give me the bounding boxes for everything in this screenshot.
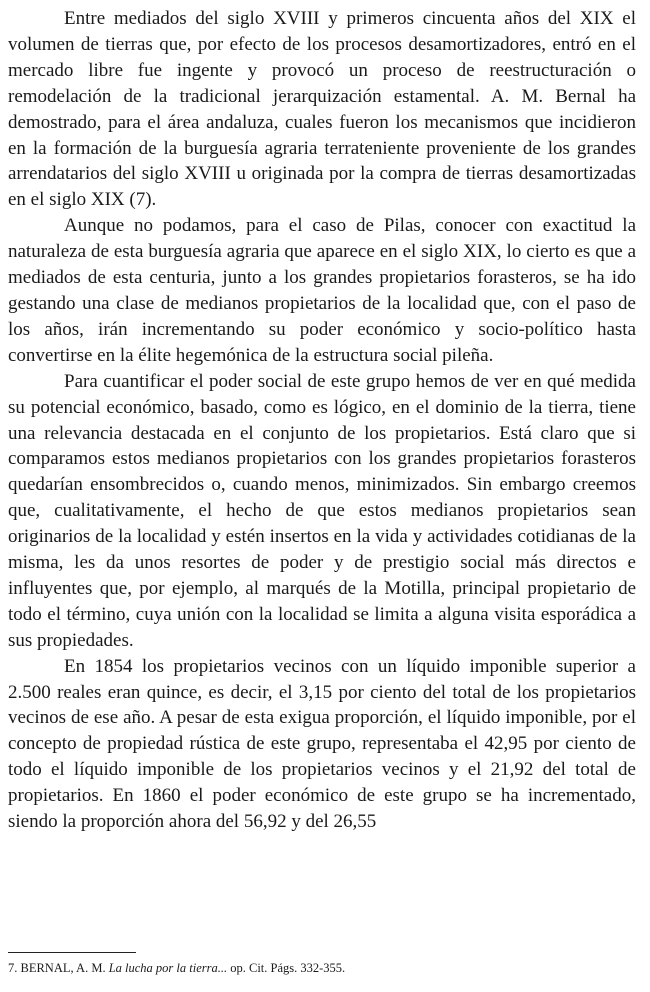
paragraph-2: Aunque no podamos, para el caso de Pilas, conocer con exactitud la naturaleza de esta burguesía agraria que aparece en el siglo XIX, lo cierto es que a mediados de esta centuria, junto a los grandes propietarios forasteros, se ha ido gestando una clase de medianos propietarios de la localidad que, con el paso de los años, irán incrementando su poder económico y socio-político hasta convertirse en la élite hegemónica de la estructura social pileña. (8, 215, 636, 366)
footnote-divider (8, 952, 136, 953)
footnote (8, 960, 636, 976)
paragraph-3: Para cuantificar el poder social de este grupo hemos de ver en qué medida su potencial económico, basado, como es lógico, en el dominio de la tierra, tiene una relevancia destacada en el conjunto de los propietarios. Está claro que si comparamos estos medianos propietarios con los grandes propietarios forasteros quedarían ensombrecidos o, cuando menos, minimizados. Sin embargo creemos que, cualitativamente, el hecho de que estos medianos propietarios sean originarios de la localidad y estén insertos en la vida y actividades cotidianas de la misma, les da unos resortes de poder y de prestigio social más directos e influyentes que, por ejemplo, al marqués de la Motilla, principal propietario de todo el término, cuya unión con la localidad se limita a alguna visita esporádica a sus propiedades. (8, 370, 636, 651)
paragraph-1: Entre mediados del siglo XVIII y primeros cincuenta años del XIX el volumen de tierras que, por efecto de los procesos desamortizadores, entró en el mercado libre fue ingente y provocó un proceso de reestructuración o remodelación de la tradicional jerarquización estamental. A. M. Bernal ha demostrado, para el área andaluza, cuales fueron los mecanismos que incidieron en la formación de la burguesía agraria terrateniente proveniente de los grandes arrendatarios del siglo XVIII u originada por la compra de tierras desamortizadas en el siglo XIX (7). (8, 8, 636, 211)
footnote-prefix: 7. BERNAL, A. M. (8, 961, 109, 975)
paragraph-4: En 1854 los propietarios vecinos con un líquido imponible superior a 2.500 reales eran quince, es decir, el 3,15 por ciento del total de los propietarios vecinos de ese año. A pesar de esta exigua proporción, el líquido imponible, por el concepto de propiedad rústica de este grupo, representaba el 42,95 por ciento de todo el líquido imponible de los propietarios vecinos y el 21,92 del total de propietarios. En 1860 el poder económico de este grupo se ha incrementado, siendo la proporción ahora del 56,92 y del 26,55 (8, 655, 636, 833)
footnote-title: La lucha por la tierra... (108, 961, 228, 975)
body-text (8, 6, 636, 835)
footnote-suffix: op. Cit. Págs. 332-355. (227, 961, 346, 975)
